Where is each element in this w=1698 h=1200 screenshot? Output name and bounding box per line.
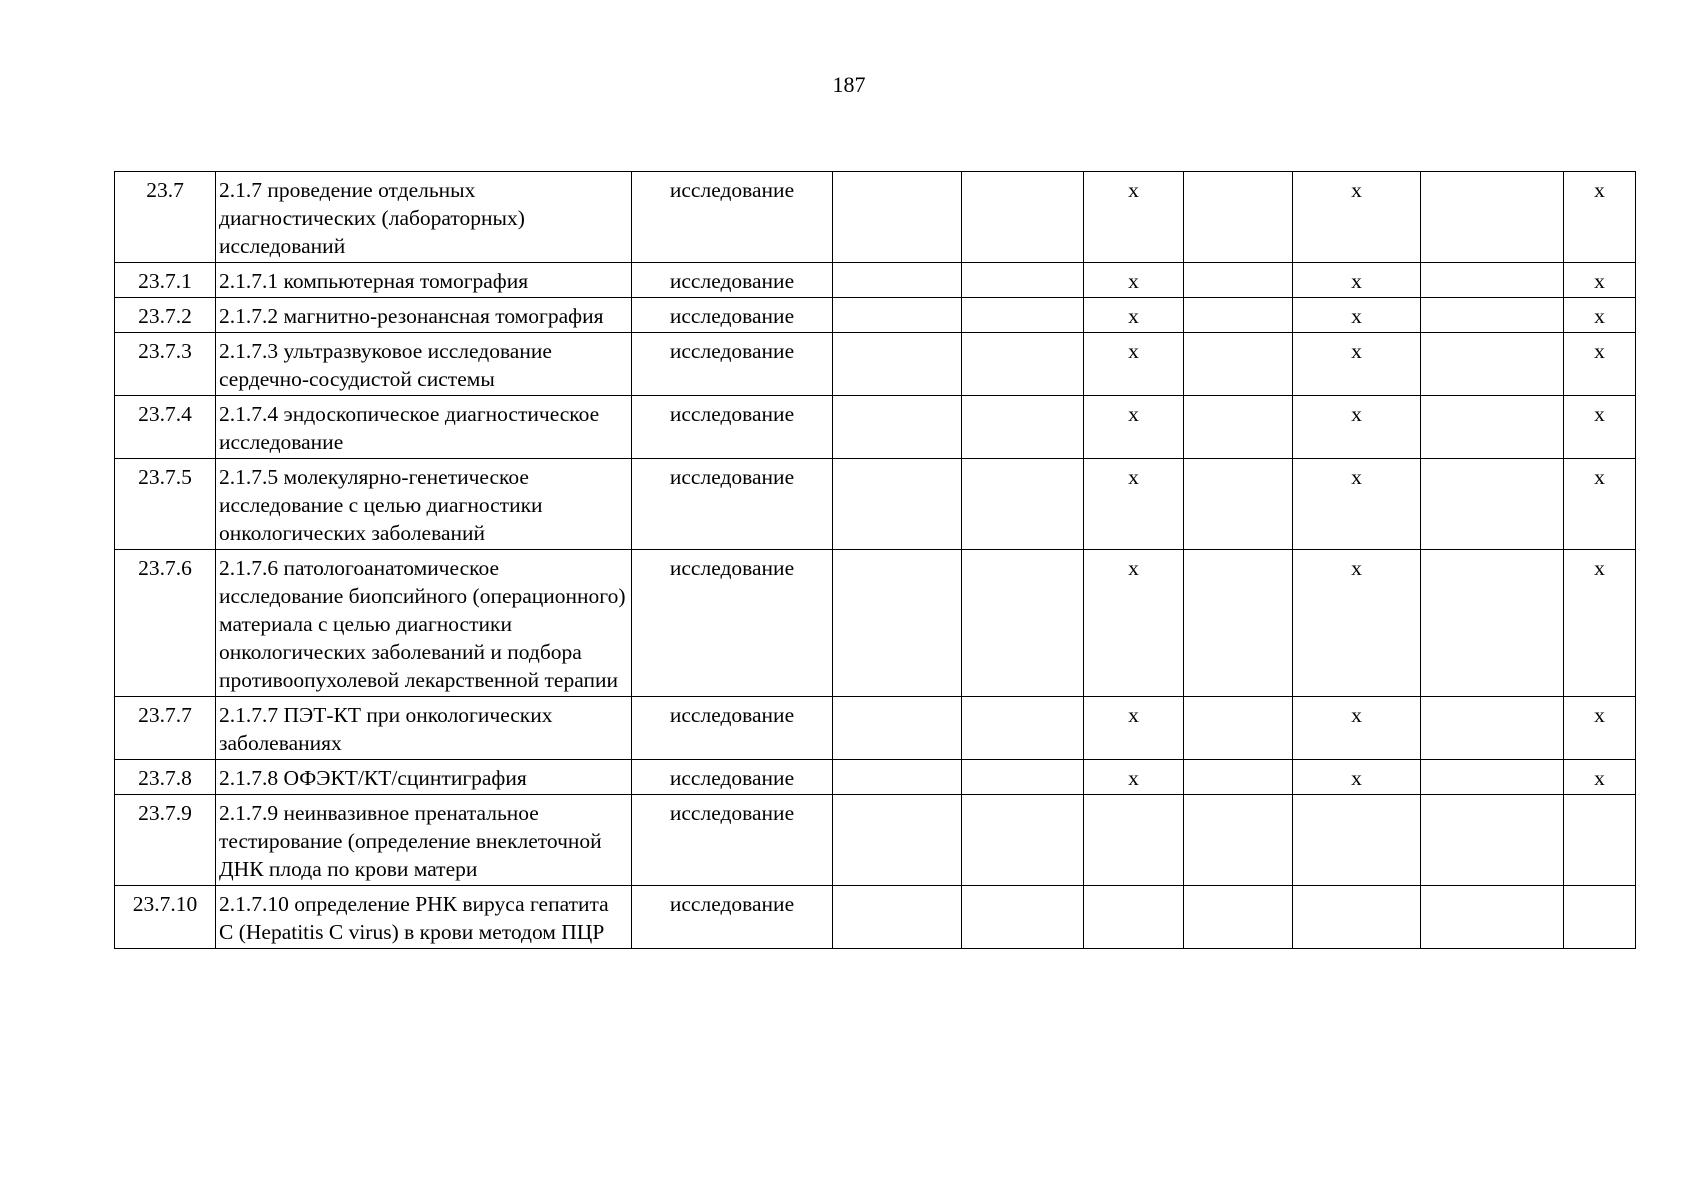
value-cell xyxy=(962,263,1084,298)
value-cell xyxy=(962,886,1084,949)
service-name-cell: 2.1.7.9 неинвазивное пренатальное тестирование (определение внеклеточной ДНК плода по крови матери xyxy=(216,795,632,886)
value-cell xyxy=(833,298,962,333)
row-number-cell: 23.7.9 xyxy=(115,795,216,886)
value-cell xyxy=(1421,697,1564,760)
value-cell xyxy=(1184,298,1293,333)
table-body xyxy=(115,172,1636,949)
value-cell xyxy=(833,697,962,760)
value-cell xyxy=(1564,886,1636,949)
value-cell xyxy=(833,459,962,550)
value-cell xyxy=(1421,550,1564,697)
unit-cell: исследование xyxy=(632,172,833,263)
service-name-cell: 2.1.7.8 ОФЭКТ/КТ/сцинтиграфия xyxy=(216,760,632,795)
value-cell xyxy=(1184,459,1293,550)
value-cell xyxy=(1184,263,1293,298)
value-cell: x xyxy=(1293,396,1421,459)
services-table xyxy=(114,171,1636,949)
row-number-cell: 23.7.4 xyxy=(115,396,216,459)
table-row xyxy=(115,886,1636,949)
table-row xyxy=(115,172,1636,263)
service-name-cell: 2.1.7.1 компьютерная томография xyxy=(216,263,632,298)
value-cell xyxy=(1184,396,1293,459)
value-cell: x xyxy=(1293,550,1421,697)
row-number-cell: 23.7.3 xyxy=(115,333,216,396)
value-cell: x xyxy=(1084,333,1184,396)
value-cell xyxy=(1421,263,1564,298)
value-cell: x xyxy=(1564,298,1636,333)
unit-cell: исследование xyxy=(632,263,833,298)
row-number-cell: 23.7.10 xyxy=(115,886,216,949)
value-cell xyxy=(1421,172,1564,263)
unit-cell: исследование xyxy=(632,333,833,396)
value-cell: x xyxy=(1564,697,1636,760)
value-cell xyxy=(1421,396,1564,459)
value-cell xyxy=(962,333,1084,396)
value-cell xyxy=(833,760,962,795)
value-cell xyxy=(962,760,1084,795)
value-cell: x xyxy=(1293,298,1421,333)
value-cell: x xyxy=(1564,263,1636,298)
value-cell xyxy=(833,333,962,396)
value-cell xyxy=(833,263,962,298)
service-name-cell: 2.1.7.6 патологоанатомическое исследование биопсийного (операционного) материала с целью диагностики онкологических заболеваний и подбора противоопухолевой лекарственной терапии xyxy=(216,550,632,697)
row-number-cell: 23.7.8 xyxy=(115,760,216,795)
unit-cell: исследование xyxy=(632,459,833,550)
value-cell xyxy=(1421,459,1564,550)
table-row xyxy=(115,263,1636,298)
value-cell xyxy=(833,886,962,949)
value-cell: x xyxy=(1084,697,1184,760)
row-number-cell: 23.7.7 xyxy=(115,697,216,760)
unit-cell: исследование xyxy=(632,396,833,459)
value-cell: x xyxy=(1293,459,1421,550)
table-row xyxy=(115,550,1636,697)
row-number-cell: 23.7.6 xyxy=(115,550,216,697)
unit-cell: исследование xyxy=(632,760,833,795)
value-cell: x xyxy=(1084,396,1184,459)
value-cell: x xyxy=(1084,459,1184,550)
service-name-cell: 2.1.7.3 ультразвуковое исследование сердечно-сосудистой системы xyxy=(216,333,632,396)
unit-cell: исследование xyxy=(632,298,833,333)
value-cell xyxy=(1421,333,1564,396)
value-cell: x xyxy=(1564,333,1636,396)
value-cell: x xyxy=(1293,697,1421,760)
value-cell xyxy=(962,697,1084,760)
service-name-cell: 2.1.7 проведение отдельных диагностических (лабораторных) исследований xyxy=(216,172,632,263)
service-name-cell: 2.1.7.7 ПЭТ-КТ при онкологических заболеваниях xyxy=(216,697,632,760)
page-number: 187 xyxy=(832,72,866,97)
value-cell xyxy=(1564,795,1636,886)
unit-cell: исследование xyxy=(632,697,833,760)
value-cell xyxy=(1293,795,1421,886)
value-cell: x xyxy=(1084,298,1184,333)
table-row xyxy=(115,333,1636,396)
table-row xyxy=(115,795,1636,886)
row-number-cell: 23.7.5 xyxy=(115,459,216,550)
row-number-cell: 23.7.2 xyxy=(115,298,216,333)
value-cell xyxy=(962,396,1084,459)
value-cell: x xyxy=(1564,550,1636,697)
value-cell xyxy=(833,172,962,263)
value-cell: x xyxy=(1293,263,1421,298)
table-row xyxy=(115,697,1636,760)
value-cell xyxy=(962,298,1084,333)
value-cell: x xyxy=(1564,760,1636,795)
value-cell xyxy=(1184,795,1293,886)
service-name-cell: 2.1.7.5 молекулярно-генетическое исследование с целью диагностики онкологических заболеваний xyxy=(216,459,632,550)
value-cell xyxy=(833,396,962,459)
value-cell xyxy=(833,795,962,886)
value-cell: x xyxy=(1084,550,1184,697)
table-row xyxy=(115,760,1636,795)
value-cell: x xyxy=(1293,333,1421,396)
value-cell: x xyxy=(1084,760,1184,795)
value-cell: x xyxy=(1293,760,1421,795)
value-cell xyxy=(962,795,1084,886)
value-cell xyxy=(1184,886,1293,949)
value-cell xyxy=(1084,886,1184,949)
value-cell xyxy=(962,172,1084,263)
value-cell xyxy=(962,550,1084,697)
value-cell: x xyxy=(1564,396,1636,459)
value-cell xyxy=(1184,760,1293,795)
service-name-cell: 2.1.7.10 определение РНК вируса гепатита С (Hepatitis C virus) в крови методом ПЦР xyxy=(216,886,632,949)
service-name-cell: 2.1.7.2 магнитно-резонансная томография xyxy=(216,298,632,333)
value-cell xyxy=(1184,550,1293,697)
table-row xyxy=(115,298,1636,333)
value-cell xyxy=(1184,172,1293,263)
table-row xyxy=(115,396,1636,459)
value-cell xyxy=(1184,333,1293,396)
value-cell xyxy=(1084,795,1184,886)
value-cell: x xyxy=(1564,172,1636,263)
value-cell: x xyxy=(1564,459,1636,550)
row-number-cell: 23.7.1 xyxy=(115,263,216,298)
table-row xyxy=(115,459,1636,550)
value-cell xyxy=(1421,795,1564,886)
value-cell xyxy=(1421,760,1564,795)
value-cell xyxy=(1421,886,1564,949)
service-name-cell: 2.1.7.4 эндоскопическое диагностическое исследование xyxy=(216,396,632,459)
value-cell xyxy=(962,459,1084,550)
value-cell xyxy=(1293,886,1421,949)
value-cell: x xyxy=(1084,172,1184,263)
value-cell xyxy=(1184,697,1293,760)
value-cell xyxy=(833,550,962,697)
unit-cell: исследование xyxy=(632,795,833,886)
row-number-cell: 23.7 xyxy=(115,172,216,263)
value-cell: x xyxy=(1293,172,1421,263)
value-cell: x xyxy=(1084,263,1184,298)
unit-cell: исследование xyxy=(632,886,833,949)
value-cell xyxy=(1421,298,1564,333)
unit-cell: исследование xyxy=(632,550,833,697)
